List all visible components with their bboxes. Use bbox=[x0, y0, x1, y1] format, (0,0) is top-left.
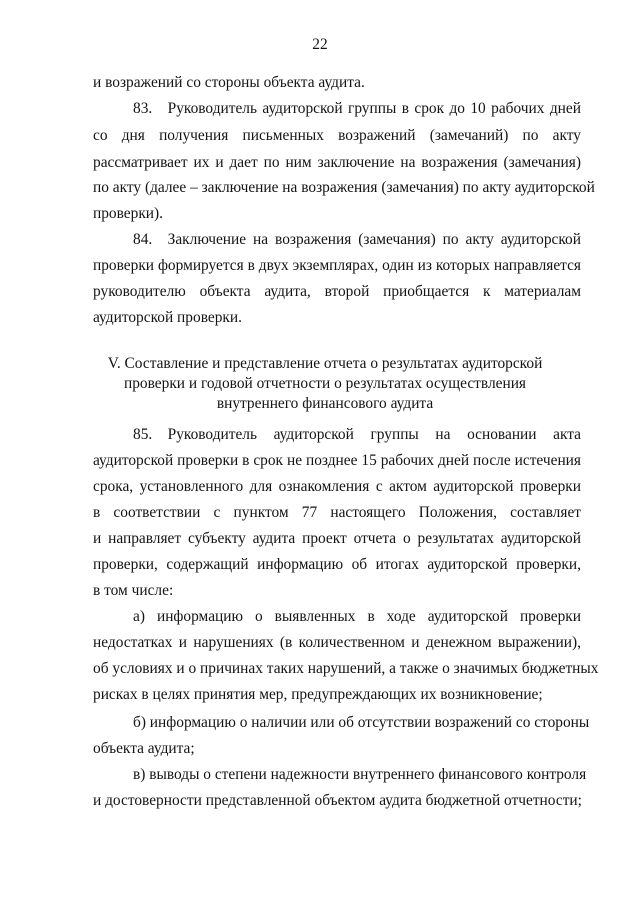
text-line: в) выводы о степени надежности внутреннего финансового контроля bbox=[133, 766, 587, 783]
text-line: об условиях и о причинах таких нарушений, а также о значимых бюджетных bbox=[93, 660, 599, 677]
text-line: 83. Руководитель аудиторской группы в срок до 10 рабочих дней bbox=[133, 100, 581, 117]
text-line: объекта аудита; bbox=[93, 740, 195, 757]
text-line: и направляет субъекту аудита проект отчета о результатах аудиторской bbox=[93, 530, 581, 547]
text-line: недостатках и нарушениях (в количественном и денежном выражении), bbox=[93, 634, 581, 651]
text-line: рассматривает их и дает по ним заключение на возражения (замечания) bbox=[93, 154, 581, 171]
text-line: со дня получения письменных возражений (замечаний) по акту bbox=[93, 127, 581, 144]
text-line: рисках в целях принятия мер, предупреждающих их возникновение; bbox=[93, 686, 543, 703]
page-number: 22 bbox=[312, 36, 328, 53]
text-line: 85. Руководитель аудиторской группы на основании акта bbox=[133, 426, 581, 443]
text-line: аудиторской проверки. bbox=[93, 309, 242, 326]
text-line: срока, установленного для ознакомления с актом аудиторской проверки bbox=[93, 478, 581, 495]
text-line: проверки формируется в двух экземплярах, один из которых направляется bbox=[93, 257, 581, 274]
text-line: 84. Заключение на возражения (замечания) по акту аудиторской bbox=[133, 231, 581, 248]
section-heading-line: проверки и годовой отчетности о результатах осуществления bbox=[123, 375, 527, 392]
section-heading-line: V. Составление и представление отчета о результатах аудиторской bbox=[107, 355, 543, 372]
text-line: аудиторской проверки в срок не позднее 15 рабочих дней после истечения bbox=[93, 452, 581, 469]
text-line: а) информацию о выявленных в ходе аудиторской проверки bbox=[133, 608, 581, 625]
text-line: руководителю объекта аудита, второй приобщается к материалам bbox=[93, 283, 581, 300]
text-line: по акту (далее – заключение на возражения (замечания) по акту аудиторской bbox=[93, 179, 595, 196]
text-line: и возражений со стороны объекта аудита. bbox=[93, 74, 365, 91]
text-line: проверки). bbox=[93, 205, 164, 222]
text-line: в соответствии с пунктом 77 настоящего Положения, составляет bbox=[93, 504, 581, 521]
text-line: в том числе: bbox=[93, 582, 174, 599]
section-heading-line: внутреннего финансового аудита bbox=[216, 395, 434, 412]
text-line: б) информацию о наличии или об отсутствии возражений со стороны bbox=[133, 714, 590, 731]
text-line: проверки, содержащий информацию об итогах аудиторской проверки, bbox=[93, 556, 581, 573]
text-line: и достоверности представленной объектом аудита бюджетной отчетности; bbox=[93, 792, 582, 809]
